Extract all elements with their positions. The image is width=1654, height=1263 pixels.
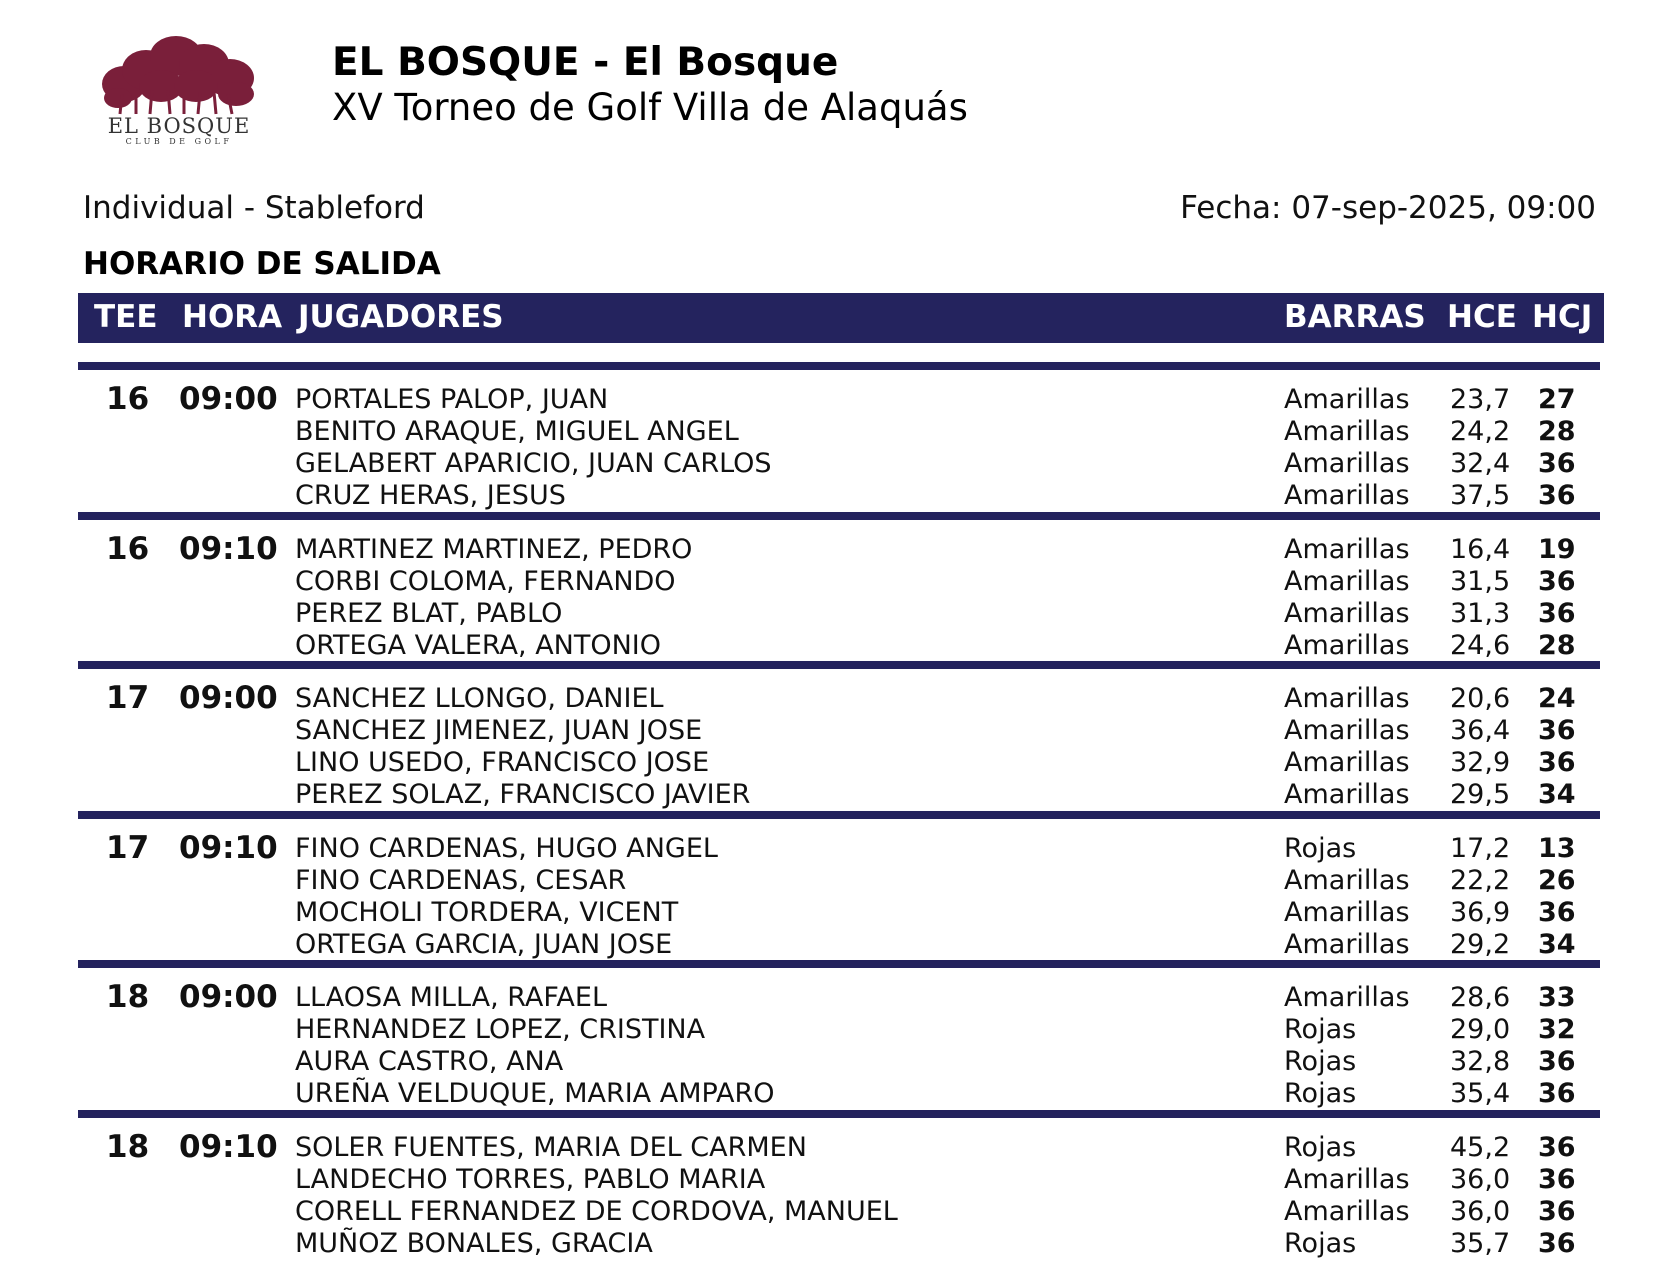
tournament-name: XV Torneo de Golf Villa de Alaquás: [332, 86, 968, 129]
competition-mode: Individual - Stableford: [83, 190, 425, 226]
player-hce: 22,2: [1450, 864, 1511, 896]
player-name: PEREZ SOLAZ, FRANCISCO JAVIER: [295, 779, 751, 810]
player-row: [78, 448, 1600, 480]
club-title: EL BOSQUE - El Bosque: [332, 40, 839, 85]
player-hce: 32,8: [1450, 1046, 1511, 1077]
player-tees: Rojas: [1284, 832, 1357, 864]
player-hce: 45,2: [1450, 1131, 1511, 1163]
player-hcj: 28: [1538, 629, 1576, 661]
group-time: 09:00: [179, 979, 278, 1015]
tee-time-groups: [78, 362, 1600, 1259]
player-name: FINO CARDENAS, HUGO ANGEL: [295, 832, 718, 864]
col-header-jugadores: JUGADORES: [298, 299, 504, 335]
tee-group: [78, 1110, 1600, 1260]
player-row: [78, 1228, 1600, 1260]
player-hcj: 36: [1538, 1163, 1576, 1195]
player-tees: Amarillas: [1284, 565, 1410, 597]
player-tees: Amarillas: [1284, 715, 1410, 746]
player-tees: Amarillas: [1284, 416, 1410, 447]
player-name: SANCHEZ LLONGO, DANIEL: [295, 683, 664, 714]
player-tees: Amarillas: [1284, 533, 1410, 565]
player-hcj: 36: [1538, 1195, 1576, 1227]
player-row: [78, 865, 1600, 897]
group-time: 09:00: [179, 381, 278, 417]
player-hcj: 26: [1538, 864, 1576, 896]
player-name: SANCHEZ JIMENEZ, JUAN JOSE: [295, 715, 703, 746]
player-name: CORELL FERNANDEZ DE CORDOVA, MANUEL: [295, 1195, 898, 1227]
player-hcj: 36: [1538, 480, 1576, 511]
player-tees: Amarillas: [1284, 1195, 1410, 1227]
player-tees: Amarillas: [1284, 1163, 1410, 1195]
player-name: MOCHOLI TORDERA, VICENT: [295, 896, 679, 928]
player-hcj: 36: [1538, 597, 1576, 629]
logo-name: EL BOSQUE: [107, 114, 251, 138]
group-divider: [78, 362, 1600, 370]
group-tee: 18: [106, 1128, 150, 1165]
player-name: FINO CARDENAS, CESAR: [295, 864, 627, 896]
player-hce: 29,5: [1450, 779, 1511, 810]
player-hce: 20,6: [1450, 683, 1511, 714]
player-hce: 31,5: [1450, 565, 1511, 597]
tee-group: [78, 811, 1600, 961]
player-hce: 23,7: [1450, 384, 1511, 415]
player-hcj: 13: [1538, 832, 1576, 864]
player-row: [78, 384, 1600, 416]
player-tees: Amarillas: [1284, 597, 1410, 629]
competition-date: Fecha: 07-sep-2025, 09:00: [1180, 190, 1596, 226]
player-name: MARTINEZ MARTINEZ, PEDRO: [295, 533, 693, 565]
player-row: [78, 534, 1600, 566]
player-hce: 32,4: [1450, 448, 1511, 479]
player-name: UREÑA VELDUQUE, MARIA AMPARO: [295, 1078, 775, 1109]
player-hcj: 34: [1538, 928, 1576, 960]
section-title: HORARIO DE SALIDA: [83, 246, 441, 282]
player-name: SOLER FUENTES, MARIA DEL CARMEN: [295, 1131, 807, 1163]
player-tees: Amarillas: [1284, 747, 1410, 778]
col-header-hora: HORA: [182, 299, 283, 335]
player-hce: 29,2: [1450, 928, 1511, 960]
player-hce: 37,5: [1450, 480, 1511, 511]
player-hce: 28,6: [1450, 982, 1511, 1013]
col-header-barras: BARRAS: [1284, 299, 1426, 335]
tee-group: [78, 661, 1600, 811]
group-tee: 17: [106, 680, 150, 716]
player-tees: Amarillas: [1284, 683, 1410, 714]
player-hce: 35,7: [1450, 1227, 1511, 1259]
group-tee: 16: [106, 530, 150, 567]
player-hce: 36,0: [1450, 1195, 1511, 1227]
player-row: [78, 683, 1600, 715]
player-row: [78, 929, 1600, 961]
col-header-hce: HCE: [1447, 299, 1517, 335]
group-tee: 17: [106, 829, 150, 866]
player-hce: 36,0: [1450, 1163, 1511, 1195]
player-row: [78, 566, 1600, 598]
player-name: ORTEGA GARCIA, JUAN JOSE: [295, 928, 673, 960]
player-name: GELABERT APARICIO, JUAN CARLOS: [295, 448, 772, 479]
player-hce: 29,0: [1450, 1014, 1511, 1045]
player-tees: Amarillas: [1284, 896, 1410, 928]
player-row: [78, 715, 1600, 747]
player-hce: 24,6: [1450, 629, 1511, 661]
group-divider: [78, 661, 1600, 669]
player-row: [78, 1132, 1600, 1164]
player-name: PEREZ BLAT, PABLO: [295, 597, 563, 629]
player-row: [78, 1014, 1600, 1046]
player-hce: 31,3: [1450, 597, 1511, 629]
player-hce: 16,4: [1450, 533, 1511, 565]
player-name: AURA CASTRO, ANA: [295, 1046, 564, 1077]
player-row: [78, 747, 1600, 779]
player-hcj: 36: [1538, 747, 1576, 778]
player-hcj: 36: [1538, 896, 1576, 928]
tee-group: [78, 362, 1600, 512]
player-hcj: 34: [1538, 779, 1576, 810]
group-divider: [78, 512, 1600, 520]
player-tees: Rojas: [1284, 1131, 1357, 1163]
player-hce: 36,4: [1450, 715, 1511, 746]
player-tees: Amarillas: [1284, 982, 1410, 1013]
tee-group: [78, 960, 1600, 1110]
player-row: [78, 630, 1600, 662]
player-hcj: 36: [1538, 1046, 1576, 1077]
player-hcj: 36: [1538, 715, 1576, 746]
player-tees: Amarillas: [1284, 864, 1410, 896]
player-name: MUÑOZ BONALES, GRACIA: [295, 1227, 653, 1259]
player-name: CRUZ HERAS, JESUS: [295, 480, 566, 511]
player-row: [78, 982, 1600, 1014]
player-hcj: 36: [1538, 1078, 1576, 1109]
player-hcj: 36: [1538, 448, 1576, 479]
player-row: [78, 1196, 1600, 1228]
player-row: [78, 1078, 1600, 1110]
player-tees: Amarillas: [1284, 629, 1410, 661]
player-row: [78, 1046, 1600, 1078]
player-row: [78, 833, 1600, 865]
player-tees: Amarillas: [1284, 779, 1410, 810]
col-header-hcj: HCJ: [1532, 299, 1593, 335]
group-divider: [78, 1110, 1600, 1118]
group-time: 09:10: [179, 1128, 278, 1165]
player-name: PORTALES PALOP, JUAN: [295, 384, 609, 415]
tee-group: [78, 512, 1600, 662]
player-hcj: 36: [1538, 1131, 1576, 1163]
group-time: 09:00: [179, 680, 278, 716]
player-hcj: 28: [1538, 416, 1576, 447]
player-tees: Amarillas: [1284, 480, 1410, 511]
player-tees: Rojas: [1284, 1014, 1357, 1045]
player-tees: Amarillas: [1284, 448, 1410, 479]
col-header-tee: TEE: [94, 299, 158, 335]
player-name: BENITO ARAQUE, MIGUEL ANGEL: [295, 416, 739, 447]
player-row: [78, 897, 1600, 929]
player-hcj: 36: [1538, 565, 1576, 597]
player-tees: Rojas: [1284, 1227, 1357, 1259]
player-hcj: 32: [1538, 1014, 1576, 1045]
player-name: ORTEGA VALERA, ANTONIO: [295, 629, 662, 661]
player-tees: Rojas: [1284, 1078, 1357, 1109]
player-hcj: 24: [1538, 683, 1576, 714]
player-name: LINO USEDO, FRANCISCO JOSE: [295, 747, 710, 778]
player-row: [78, 779, 1600, 811]
player-row: [78, 598, 1600, 630]
player-hcj: 36: [1538, 1227, 1576, 1259]
group-divider: [78, 811, 1600, 819]
player-hcj: 27: [1538, 384, 1576, 415]
player-tees: Amarillas: [1284, 384, 1410, 415]
player-tees: Amarillas: [1284, 928, 1410, 960]
group-tee: 16: [106, 381, 150, 417]
player-name: LLAOSA MILLA, RAFAEL: [295, 982, 608, 1013]
player-hce: 17,2: [1450, 832, 1511, 864]
group-tee: 18: [106, 979, 150, 1015]
player-name: HERNANDEZ LOPEZ, CRISTINA: [295, 1014, 706, 1045]
player-tees: Rojas: [1284, 1046, 1357, 1077]
player-hce: 36,9: [1450, 896, 1511, 928]
player-name: CORBI COLOMA, FERNANDO: [295, 565, 676, 597]
player-hce: 32,9: [1450, 747, 1511, 778]
player-hce: 24,2: [1450, 416, 1511, 447]
player-name: LANDECHO TORRES, PABLO MARIA: [295, 1163, 766, 1195]
player-hcj: 19: [1538, 533, 1576, 565]
table-header: [78, 293, 1604, 343]
group-time: 09:10: [179, 829, 278, 866]
player-row: [78, 1164, 1600, 1196]
logo-subtitle: CLUB DE GOLF: [125, 137, 233, 146]
group-divider: [78, 960, 1600, 968]
group-time: 09:10: [179, 530, 278, 567]
player-hce: 35,4: [1450, 1078, 1511, 1109]
player-row: [78, 480, 1600, 512]
player-row: [78, 416, 1600, 448]
player-hcj: 33: [1538, 982, 1576, 1013]
